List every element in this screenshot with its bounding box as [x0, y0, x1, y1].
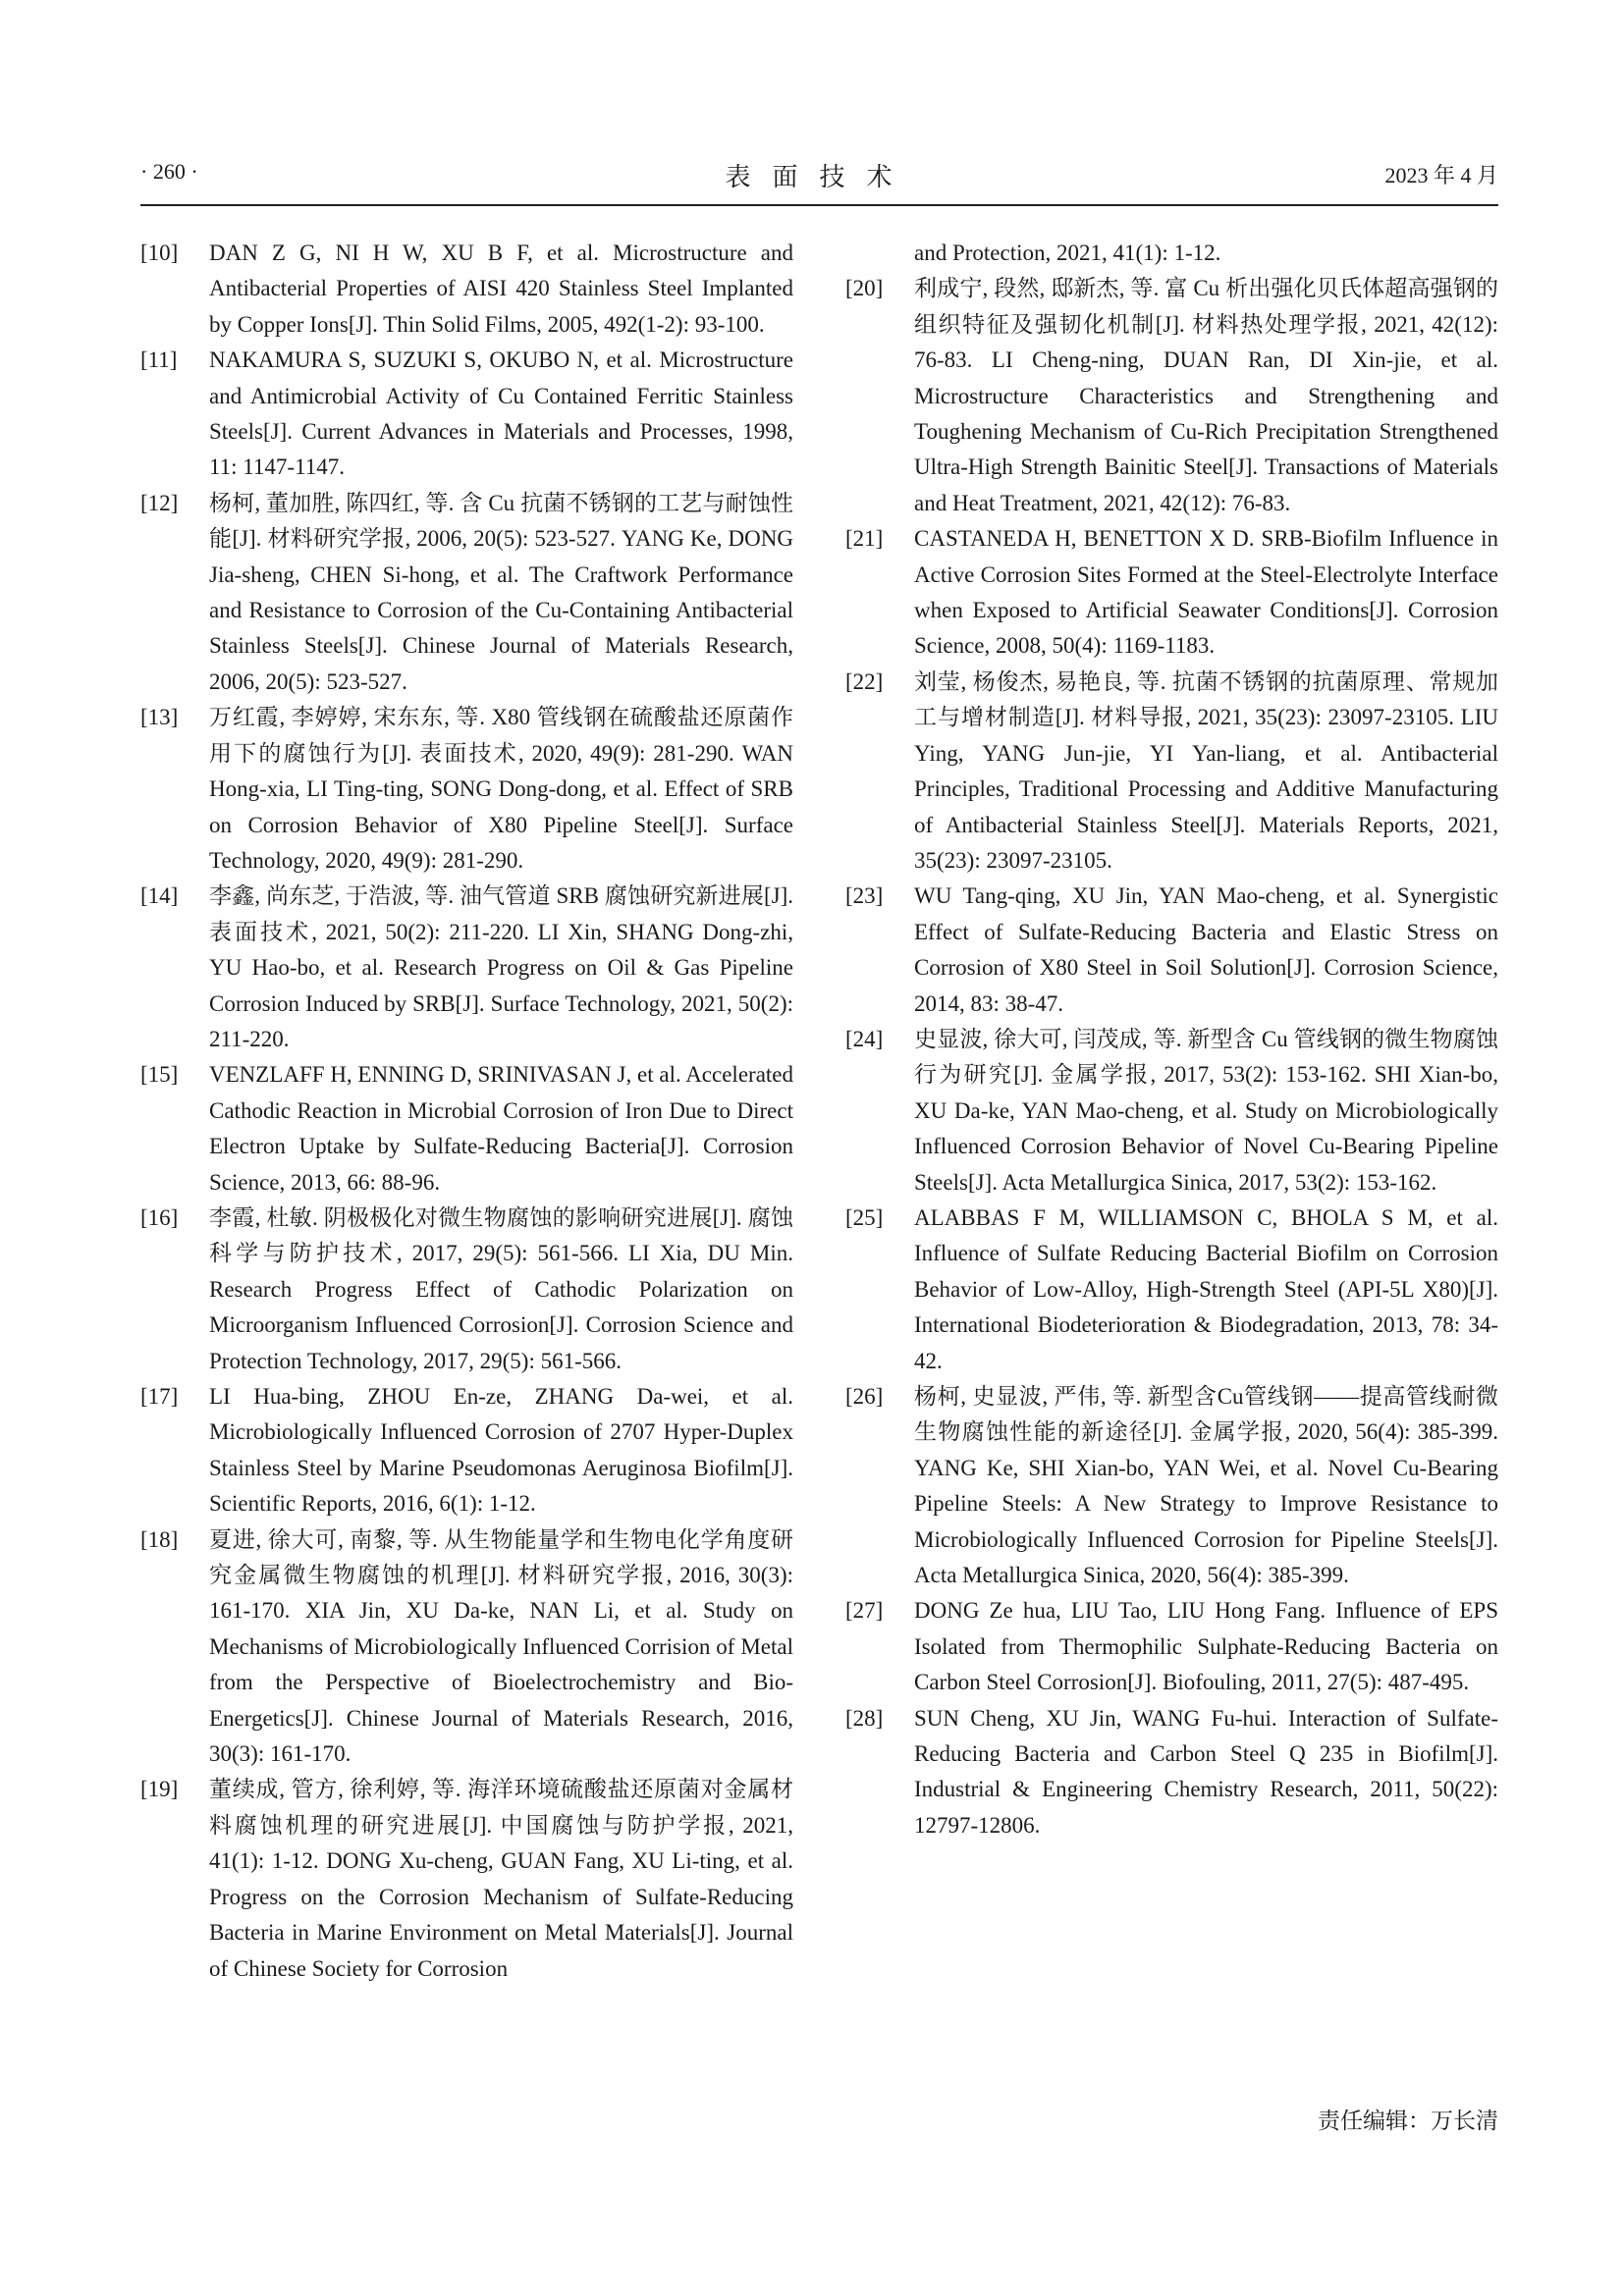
- reference-item: [845, 521, 1498, 665]
- reference-text: VENZLAFF H, ENNING D, SRINIVASAN J, et al. Accelerated Cathodic Reaction in Microbial Corrosion of Iron Due to Direct Electron Uptake by Sulfate-Reducing Bacteria[J]. Corrosion Science, 2013, 66: 88-96.: [209, 1062, 793, 1195]
- reference-number: [18]: [140, 1526, 179, 1552]
- reference-text: NAKAMURA S, SUZUKI S, OKUBO N, et al. Microstructure and Antimicrobial Activity of Cu Contained Ferritic Stainless Steels[J]. Current Advances in Materials and Processes, 1998, 11: 1147-1147.: [209, 347, 793, 480]
- reference-number: [11]: [140, 347, 178, 373]
- responsible-editor: 责任编辑：万长清: [1318, 2109, 1498, 2134]
- reference-text: DONG Ze hua, LIU Tao, LIU Hong Fang. Influence of EPS Isolated from Thermophilic Sulphate-Reducing Bacteria on Carbon Steel Corrosion[J]. Biofouling, 2011, 27(5): 487-495.: [914, 1598, 1498, 1695]
- reference-item: [845, 1701, 1498, 1844]
- reference-number: [14]: [140, 883, 179, 909]
- reference-text: 史显波, 徐大可, 闫茂成, 等. 新型含 Cu 管线钢的微生物腐蚀行为研究[J]. 金属学报, 2017, 53(2): 153-162. SHI Xian-bo, XU Da-ke, YAN Mao-cheng, et al. Study on Microbiologically Influenced Corrosion Behavior of Novel Cu-Bearing Pipeline Steels[J]. Acta Metallurgica Sinica, 2017, 53(2): 153-162.: [914, 1026, 1498, 1195]
- reference-text: 董续成, 管方, 徐利婷, 等. 海洋环境硫酸盐还原菌对金属材料腐蚀机理的研究进展[J]. 中国腐蚀与防护学报, 2021, 41(1): 1-12. DONG Xu-cheng, GUAN Fang, XU Li-ting, et al. Progress on the Corrosion Mechanism of Sulfate-Reducing Bacteria in Marine Environment on Metal Materials[J]. Journal of Chinese Society for Corrosion: [209, 1777, 793, 1981]
- reference-item: [845, 1022, 1498, 1201]
- reference-number: [23]: [845, 883, 884, 909]
- reference-text: 刘莹, 杨俊杰, 易艳良, 等. 抗菌不锈钢的抗菌原理、常规加工与增材制造[J]. 材料导报, 2021, 35(23): 23097-23105. LIU Ying, YANG Jun-jie, YI Yan-liang, et al. Antibacterial Principles, Traditional Processing and Additive Manufacturing of Antibacterial Stainless Steel[J]. Materials Reports, 2021, 35(23): 23097-23105.: [914, 668, 1498, 873]
- reference-text: 李霞, 杜敏. 阴极极化对微生物腐蚀的影响研究进展[J]. 腐蚀科学与防护技术, 2017, 29(5): 561-566. LI Xia, DU Min. Research Progress Effect of Cathodic Polarization on Microorganism Influenced Corrosion[J]. Corrosion Science and Protection Technology, 2017, 29(5): 561-566.: [209, 1204, 793, 1373]
- reference-number: [27]: [845, 1598, 884, 1624]
- reference-text: ALABBAS F M, WILLIAMSON C, BHOLA S M, et al. Influence of Sulfate Reducing Bacterial Biofilm on Corrosion Behavior of Low-Alloy, High-Strength Steel (API-5L X80)[J]. International Biodeterioration & Biodegradation, 2013, 78: 34-42.: [914, 1204, 1498, 1373]
- journal-title: 表面技术: [725, 163, 914, 191]
- reference-item: [140, 486, 793, 700]
- reference-item: [140, 1057, 793, 1201]
- reference-number: [10]: [140, 240, 179, 265]
- reference-text: 杨柯, 史显波, 严伟, 等. 新型含Cu管线钢——提高管线耐微生物腐蚀性能的新途径[J]. 金属学报, 2020, 56(4): 385-399. YANG Ke, SHI Xian-bo, YAN Wei, et al. Novel Cu-Bearing Pipeline Steels: A New Strategy to Improve Resistance to Microbiologically Influenced Corrosion for Pipeline Steels[J]. Acta Metallurgica Sinica, 2020, 56(4): 385-399.: [914, 1384, 1498, 1588]
- reference-item: [140, 343, 793, 486]
- reference-number: [12]: [140, 490, 179, 515]
- reference-item: [845, 879, 1498, 1022]
- reference-text: SUN Cheng, XU Jin, WANG Fu-hui. Interaction of Sulfate-Reducing Bacteria and Carbon Steel Q 235 in Biofilm[J]. Industrial & Engineering Chemistry Research, 2011, 50(22): 12797-12806.: [914, 1705, 1498, 1838]
- reference-number: [24]: [845, 1026, 884, 1051]
- reference-item: [140, 1201, 793, 1379]
- reference-text: 利成宁, 段然, 邸新杰, 等. 富 Cu 析出强化贝氏体超高强钢的组织特征及强韧化机制[J]. 材料热处理学报, 2021, 42(12): 76-83. LI Cheng-ning, DUAN Ran, DI Xin-jie, et al. Microstructure Characteristics and Strengthening and Toughening Mechanism of Cu-Rich Precipitation Strengthened Ultra-High Strength Bainitic Steel[J]. Transactions of Materials and Heat Treatment, 2021, 42(12): 76-83.: [914, 276, 1498, 515]
- reference-item: [845, 271, 1498, 521]
- reference-item: [140, 700, 793, 879]
- reference-number: [21]: [845, 526, 884, 552]
- reference-item: [140, 1772, 793, 1986]
- left-column: [140, 236, 793, 1987]
- reference-number: [28]: [845, 1705, 884, 1731]
- running-header: [140, 155, 1498, 206]
- reference-number: [20]: [845, 276, 884, 301]
- right-column: [845, 236, 1498, 1843]
- reference-continuation: and Protection, 2021, 41(1): 1-12.: [914, 240, 1221, 265]
- reference-item: [140, 1522, 793, 1773]
- reference-number: [13]: [140, 705, 179, 730]
- reference-number: [17]: [140, 1384, 179, 1409]
- reference-item: [140, 879, 793, 1057]
- reference-item: [140, 236, 793, 343]
- reference-text: LI Hua-bing, ZHOU En-ze, ZHANG Da-wei, et al. Microbiologically Influenced Corrosion of 2707 Hyper-Duplex Stainless Steel by Marine Pseudomonas Aeruginosa Biofilm[J]. Scientific Reports, 2016, 6(1): 1-12.: [209, 1384, 793, 1517]
- reference-text: 万红霞, 李婷婷, 宋东东, 等. X80 管线钢在硫酸盐还原菌作用下的腐蚀行为[J]. 表面技术, 2020, 49(9): 281-290. WAN Hong-xia, LI Ting-ting, SONG Dong-dong, et al. Effect of SRB on Corrosion Behavior of X80 Pipeline Steel[J]. Surface Technology, 2020, 49(9): 281-290.: [209, 705, 793, 873]
- reference-text: 杨柯, 董加胜, 陈四红, 等. 含 Cu 抗菌不锈钢的工艺与耐蚀性能[J]. 材料研究学报, 2006, 20(5): 523-527. YANG Ke, DONG Jia-sheng, CHEN Si-hong, et al. The Craftwork Performance and Resistance to Corrosion of the Cu-Containing Antibacterial Stainless Steels[J]. Chinese Journal of Materials Research, 2006, 20(5): 523-527.: [209, 490, 793, 694]
- reference-text: CASTANEDA H, BENETTON X D. SRB-Biofilm Influence in Active Corrosion Sites Formed at the Steel-Electrolyte Interface when Exposed to Artificial Seawater Conditions[J]. Corrosion Science, 2008, 50(4): 1169-1183.: [914, 526, 1498, 659]
- reference-number: [15]: [140, 1062, 179, 1088]
- reference-item: [845, 665, 1498, 879]
- reference-number: [19]: [140, 1777, 179, 1802]
- reference-text: 李鑫, 尚东芝, 于浩波, 等. 油气管道 SRB 腐蚀研究新进展[J]. 表面技术, 2021, 50(2): 211-220. LI Xin, SHANG Dong-zhi, YU Hao-bo, et al. Research Progress on Oil & Gas Pipeline Corrosion Induced by SRB[J]. Surface Technology, 2021, 50(2): 211-220.: [209, 883, 793, 1051]
- reference-item: [140, 1379, 793, 1522]
- reference-text: DAN Z G, NI H W, XU B F, et al. Microstructure and Antibacterial Properties of AISI 420 Stainless Steel Implanted by Copper Ions[J]. Thin Solid Films, 2005, 492(1-2): 93-100.: [209, 240, 793, 337]
- reference-item: [845, 1379, 1498, 1593]
- reference-number: [22]: [845, 668, 884, 694]
- reference-text: WU Tang-qing, XU Jin, YAN Mao-cheng, et al. Synergistic Effect of Sulfate-Reducing Bacteria and Elastic Stress on Corrosion of X80 Steel in Soil Solution[J]. Corrosion Science, 2014, 83: 38-47.: [914, 883, 1498, 1016]
- reference-number: [26]: [845, 1384, 884, 1409]
- reference-item: [845, 1593, 1498, 1700]
- reference-number: [16]: [140, 1204, 179, 1230]
- issue-date: 2023 年 4 月: [1384, 163, 1498, 187]
- page-number: · 260 ·: [140, 159, 198, 184]
- reference-number: [25]: [845, 1204, 884, 1230]
- reference-item: [845, 1201, 1498, 1379]
- reference-text: 夏进, 徐大可, 南黎, 等. 从生物能量学和生物电化学角度研究金属微生物腐蚀的机理[J]. 材料研究学报, 2016, 30(3): 161-170. XIA Jin, XU Da-ke, NAN Li, et al. Study on Mechanisms of Microbiologically Influenced Corrision of Metal from the Perspective of Bioelectrochemistry and Bio-Energetics[J]. Chinese Journal of Materials Research, 2016, 30(3): 161-170.: [209, 1526, 793, 1767]
